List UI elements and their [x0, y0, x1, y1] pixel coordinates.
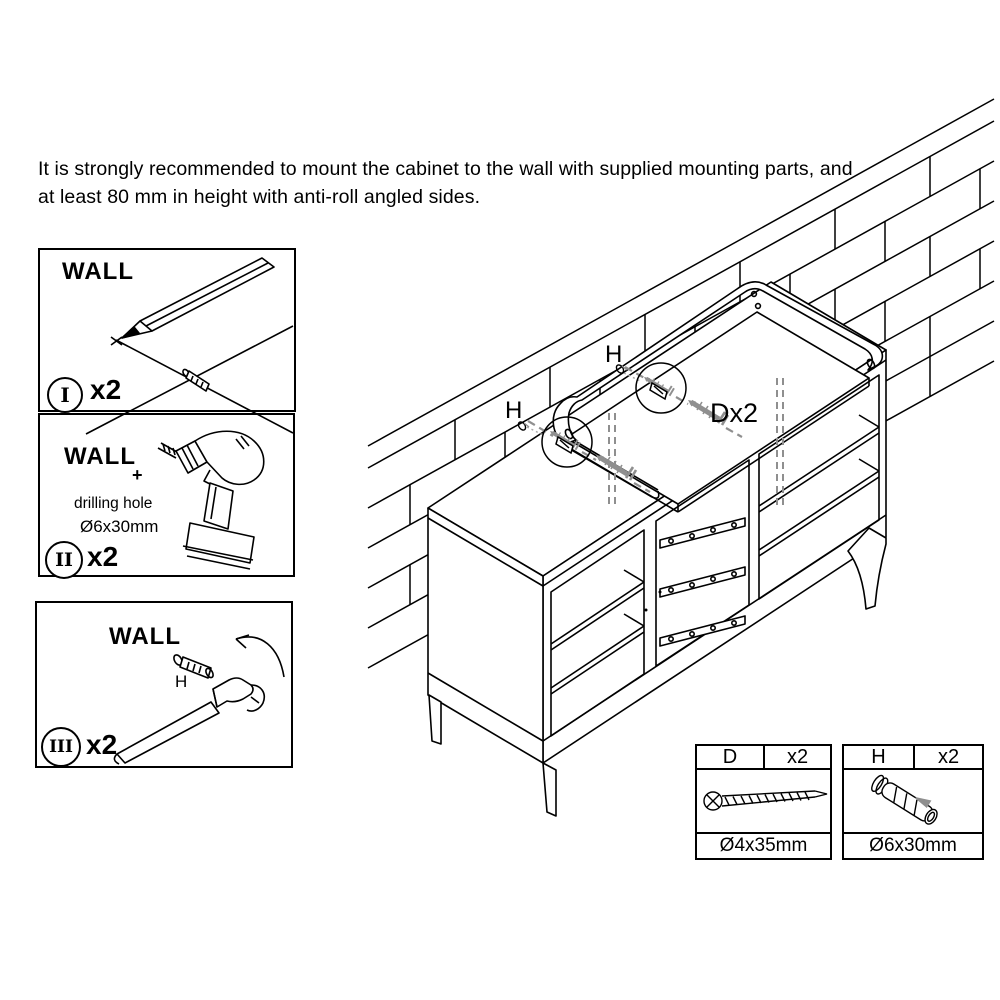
step2-count: x2 [87, 541, 119, 572]
part-d-qty: x2 [763, 746, 830, 768]
hammer-icon [114, 678, 264, 764]
step-box-1 [38, 248, 296, 412]
part-d-header [697, 746, 830, 770]
step3-count: x2 [86, 729, 118, 760]
wall-label: WALL [64, 443, 136, 470]
part-table-plug-h [842, 744, 984, 860]
plug-letter-label: H [175, 672, 188, 691]
pencil-mark-icon [111, 337, 122, 345]
wall-label: WALL [62, 258, 134, 285]
drilling-hole-label: drilling hole [74, 495, 153, 512]
step2-numeral-badge: II [45, 541, 83, 579]
step1-numeral-badge: I [47, 377, 83, 413]
part-h-id: H [871, 745, 886, 768]
plug-label-right: H [605, 341, 623, 368]
plug-label-left: H [505, 397, 523, 424]
cabinet-leg-back-left [429, 695, 441, 744]
part-h-size: Ø6x30mm [844, 832, 982, 858]
drill-icon [158, 431, 264, 569]
step1-count: x2 [90, 374, 122, 405]
pencil-icon [122, 258, 274, 338]
part-table-screw-d [695, 744, 832, 860]
step-box-3 [35, 601, 293, 768]
part-h-qty: x2 [913, 746, 982, 768]
swing-arrow-icon [236, 635, 284, 677]
recommendation-line2: at least 80 mm in height with anti-roll angled sides. [38, 186, 481, 208]
step-box-2 [38, 413, 295, 577]
recommendation-line1: It is strongly recommended to mount the cabinet to the wall with supplied mounting parts, and [38, 158, 853, 180]
part-d-id: D [722, 745, 738, 768]
wall-label: WALL [109, 623, 181, 650]
cabinet-leg-front-left [543, 763, 556, 816]
wall-plug-h-icon [844, 770, 982, 832]
step3-numeral-badge: III [41, 727, 81, 767]
part-d-size: Ø4x35mm [697, 832, 830, 858]
drill-size-label: Ø6x30mm [80, 517, 159, 536]
plus-sign: + [132, 465, 143, 485]
screw-d-icon [697, 770, 830, 832]
screw-callout-label: Dx2 [710, 398, 759, 428]
part-h-header [844, 746, 982, 770]
